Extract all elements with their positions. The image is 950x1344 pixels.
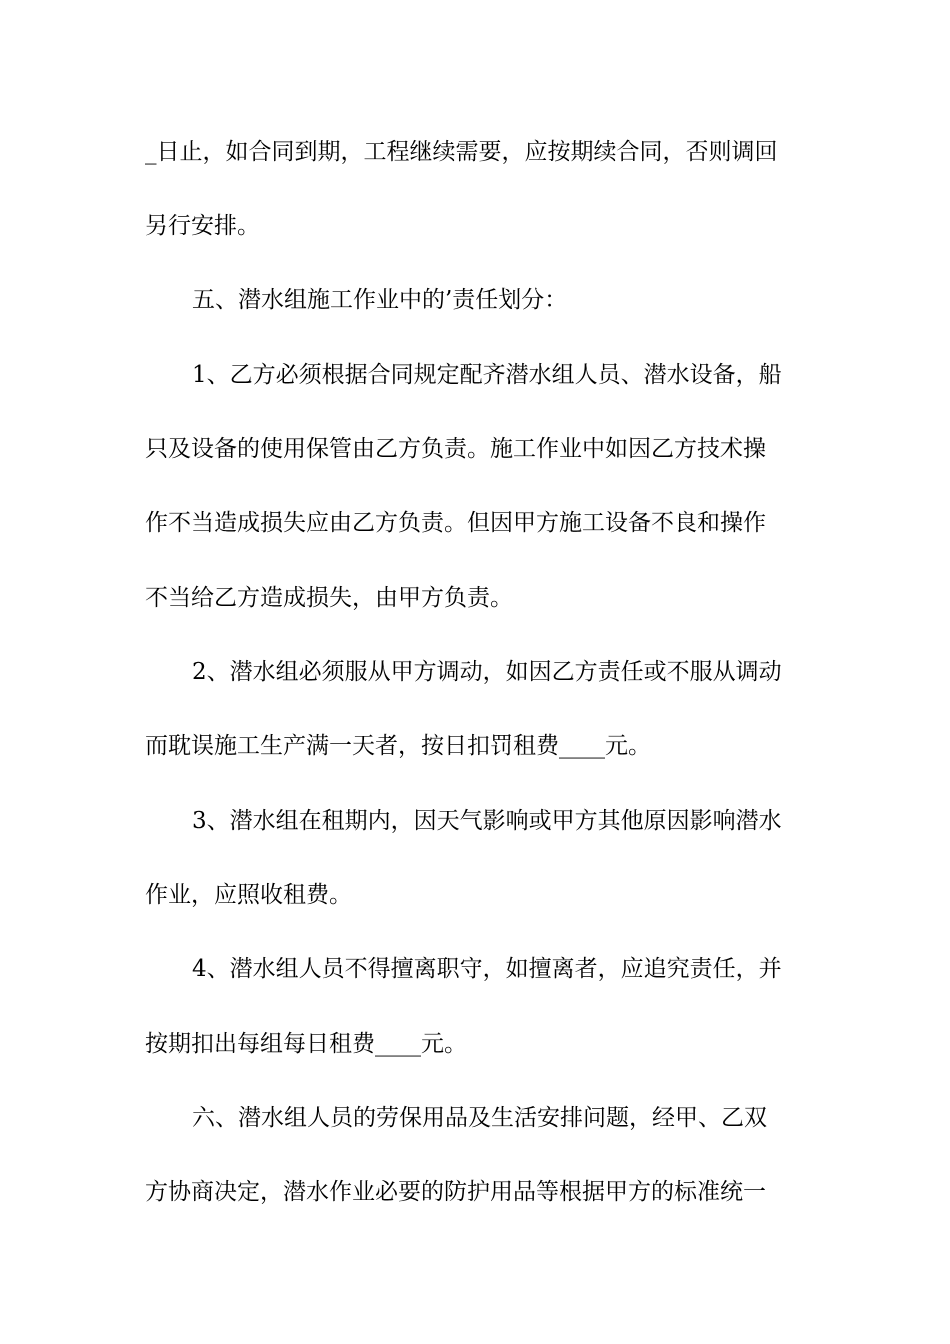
text-line: 而耽误施工生产满一天者，按日扣罚租费____元。 — [145, 733, 651, 759]
text-line: 作不当造成损失应由乙方负责。但因甲方施工设备不良和操作 — [145, 510, 766, 536]
text-line: 作业，应照收租费。 — [145, 882, 352, 908]
text-line: _日止，如合同到期，工程继续需要，应按期续合同，否则调回 — [145, 139, 778, 165]
clause-line: 1、乙方必须根据合同规定配齐潜水组人员、潜水设备，船 — [192, 362, 782, 388]
text-line: 只及设备的使用保管由乙方负责。施工作业中如因乙方技术操 — [145, 436, 766, 462]
section-heading: 五、潜水组施工作业中的’责任划分： — [192, 287, 568, 313]
text-line: 方协商决定，潜水作业必要的防护用品等根据甲方的标准统一 — [145, 1179, 766, 1205]
section-heading: 六、潜水组人员的劳保用品及生活安排问题，经甲、乙双 — [192, 1105, 767, 1131]
text-line: 不当给乙方造成损失，由甲方负责。 — [145, 585, 513, 611]
clause-line: 3、潜水组在租期内，因天气影响或甲方其他原因影响潜水 — [192, 808, 782, 834]
clause-line: 4、潜水组人员不得擅离职守，如擅离者，应追究责任，并 — [192, 956, 782, 982]
text-line: 另行安排。 — [145, 213, 260, 239]
clause-line: 2、潜水组必须服从甲方调动，如因乙方责任或不服从调动 — [192, 659, 782, 685]
text-line: 按期扣出每组每日租费____元。 — [145, 1031, 467, 1057]
